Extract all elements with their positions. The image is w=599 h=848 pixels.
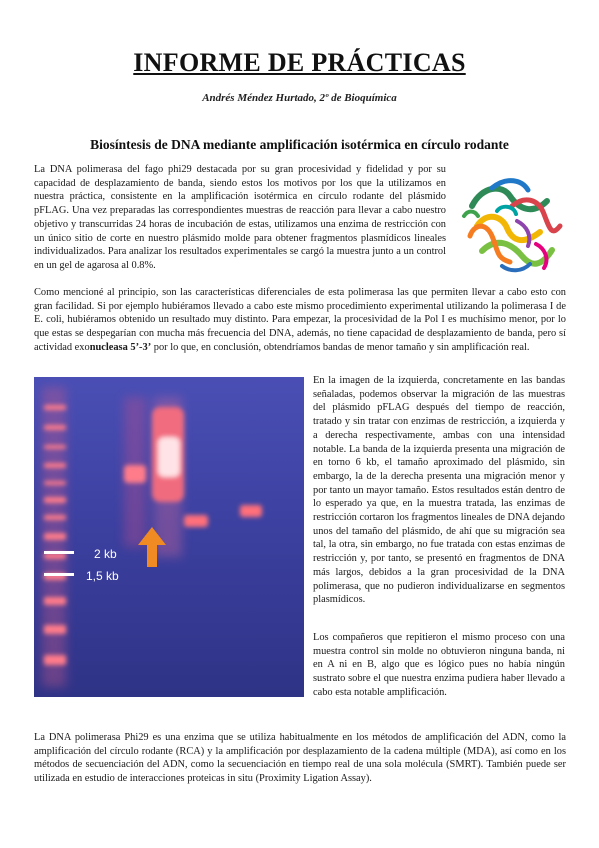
paragraph-comparison-text-a: Como mencioné al principio, son las características diferenciales de esta polimerasa las que permiten llevar a cabo esto con gran facilidad. Si por ejemplo hubiéramos llevado a cabo este mismo procedimiento experimental utilizando la polimerasa I de E. coli, hubiéramos obtenido un resultado muy distinto. Para empezar, la procesividad de la Pol I es muchísimo menor, por lo que estas se despegarían con mucha más frecuencia del DNA, además, no tiene capacidad de desplazamiento de banda, pero sí actividad exo [34,287,566,353]
marker-label-1-5kb: 1,5 kb [86,569,119,583]
marker-line-1-5kb [44,573,74,576]
section-title: Biosíntesis de DNA mediante amplificación isotérmica en círculo rodante [90,137,509,152]
protein-structure-icon [452,166,570,284]
marker-line-2kb [44,551,74,554]
gel-electrophoresis-image [34,377,304,697]
author-line: Andrés Méndez Hurtado, 2º de Bioquímica [202,92,397,104]
marker-label-2kb: 2 kb [94,547,117,561]
paragraph-applications: La DNA polimerasa Phi29 es una enzima que se utiliza habitualmente en los métodos de amplificación del ADN, como la amplificación del círculo rodante (RCA) y la amplificación por desplazamiento de la cadena múltiple (MDA), así como en los métodos de secuenciación del ADN, como la secuenciación en tiempo real de una sola molécula (SMRT). También puede ser utilizada en estudio de interacciones proteicas in situ (Proximity Ligation Assay). [34,732,566,785]
paragraph-comparison [34,286,566,355]
paragraph-gel-analysis: En la imagen de la izquierda, concretamente en las bandas señaladas, podemos observar la migración de las muestras del plásmido pFLAG después del tiempo de reacción, tratado y sin tratar con enzimas de restricción, a izquierda y a derecha respectivamente, ambas con una intensidad notable. La banda de la izquierda presenta una migración de en torno 6 kb, el tamaño aproximado del plásmido, sin embargo, la de la derecha presenta una migración menor y por tanto un mayor tamaño. Estos resultados están dentro de lo esperado ya que, en la muestra tratada, las enzimas de restricción cortaron los fragmentos lineales de DNA dejando unos del tamaño del plásmido, de ahí que su migración sea tal, la otra, sin embargo, no fue tratada con estas enzimas de restricción y, por tanto, se presentó en fragmentos de DNA más largos, debidos a la gran procesividad de la DNA polimerasa, que no pudieron individualizarse en segmentos plasmídicos. [313,375,565,606]
page-title: INFORME DE PRÁCTICAS [133,48,466,77]
paragraph-comparison-bold: nucleasa 5’-3’ [89,341,152,353]
paragraph-control: Los compañeros que repitieron el mismo proceso con una muestra control sin molde no obtuvieron ninguna banda, ni en A ni en B, algo que es lógico pues no había ningún sustrato sobre el que nuestra enzima pudiera haber llevado a cabo esta notable amplificación. [313,632,565,698]
paragraph-comparison-text-b: por lo que, en conclusión, obtendríamos bandas de menor tamaño y sin amplificación real. [151,341,530,353]
paragraph-intro: La DNA polimerasa del fago phi29 destacada por su gran procesividad y fidelidad y por su capacidad de desplazamiento de banda, siendo estos los motivos por los que la utilizamos en nuestra práctica, consistente en la amplificación isotérmica en círculo rodante del plásmido pFLAG. Una vez preparadas las correspondientes muestras de reacción para llevar a cabo nuestro objetivo y transcurridas 24 horas de incubación de estas, utilizamos una enzima de restricción con un único sitio de corte en nuestro plásmido molde para obtener fragmentos plasmídicos lineales individualizados. Para analizar los resultados experimentales se cargó la muestra junto a un control en un gel de agarosa al 0.8%. [34,164,446,271]
